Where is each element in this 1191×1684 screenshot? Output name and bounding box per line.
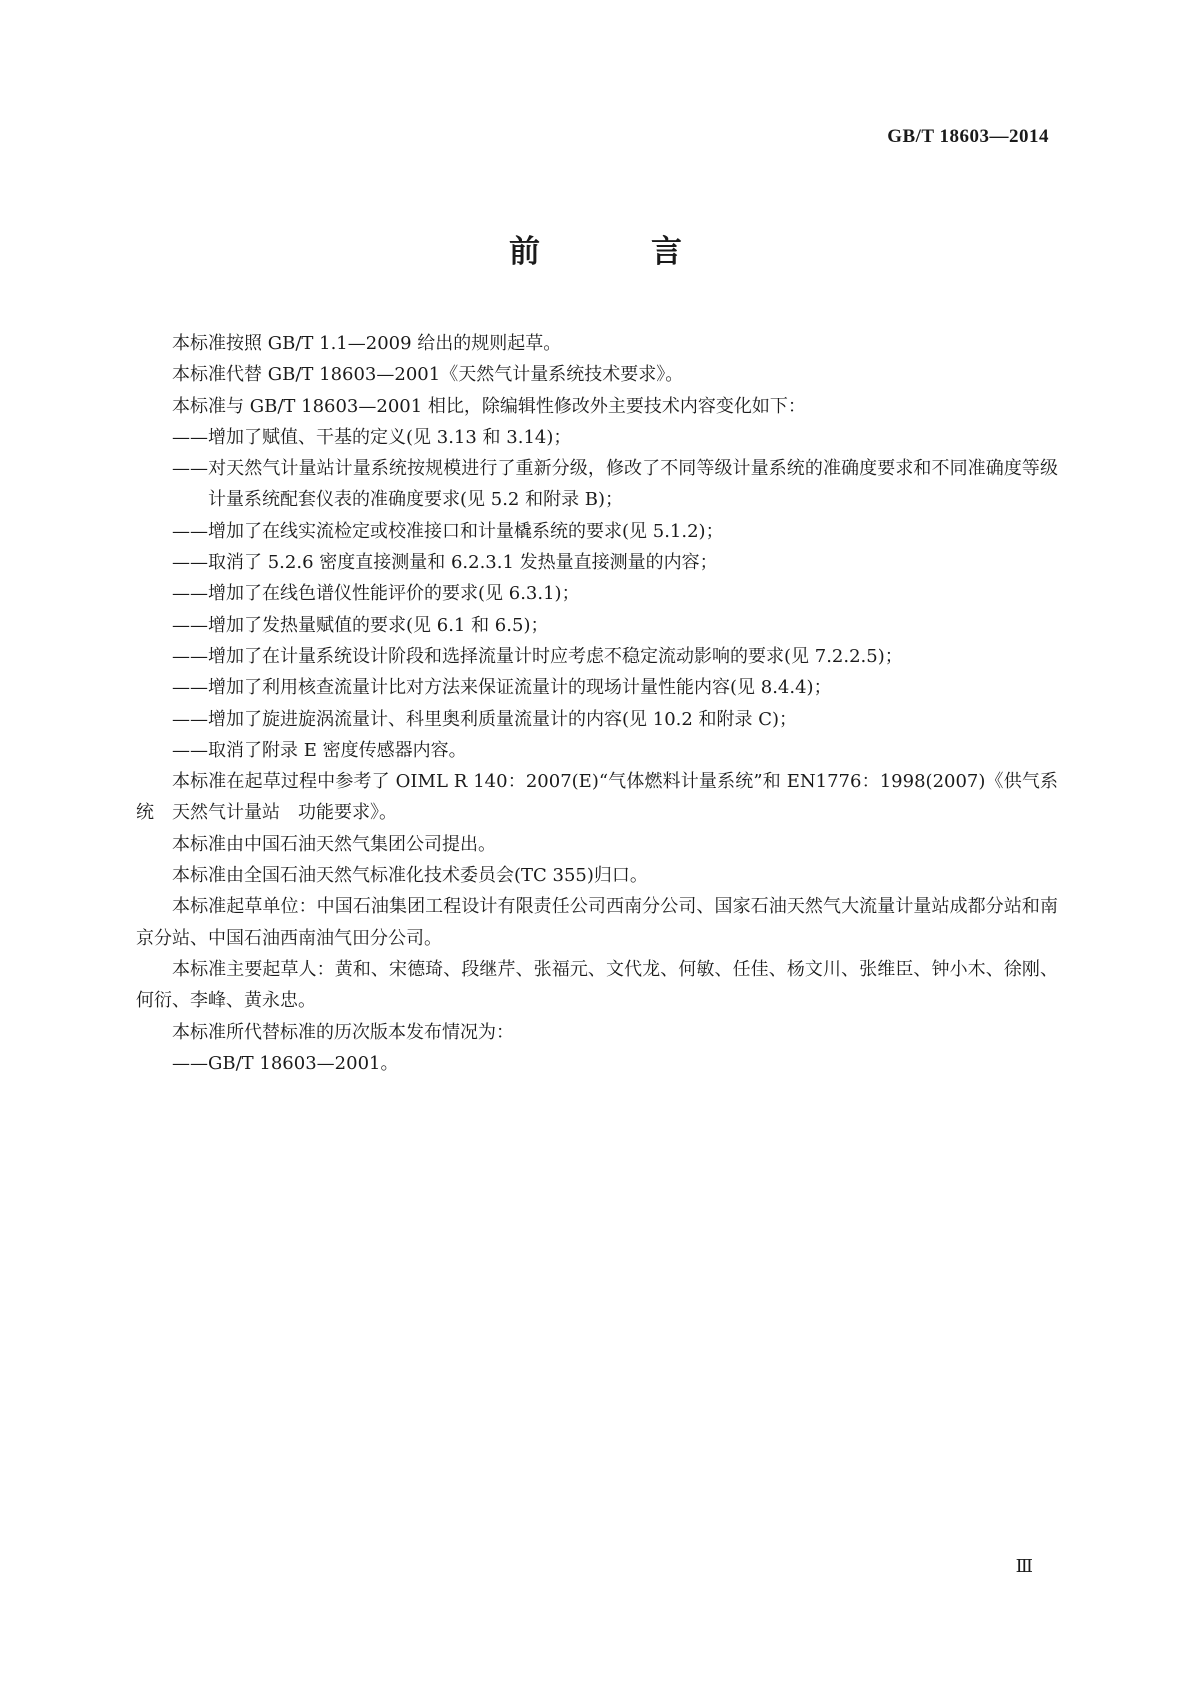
page-title: 前 言 xyxy=(509,234,722,270)
change-item: ——对天然气计量站计量系统按规模进行了重新分级，修改了不同等级计量系统的准确度要求和不同准确度等级计量系统配套仪表的准确度要求(见 5.2 和附录 B)； xyxy=(172,458,1058,511)
intro-paragraph: 本标准按照 GB/T 1.1—2009 给出的规则起草。 xyxy=(172,333,562,354)
closing-paragraph: 本标准所代替标准的历次版本发布情况为： xyxy=(172,1021,514,1043)
change-item: ——增加了在计量系统设计阶段和选择流量计时应考虑不稳定流动影响的要求(见 7.2.2.5)； xyxy=(172,645,903,667)
change-item: ——增加了发热量赋值的要求(见 6.1 和 6.5)； xyxy=(172,614,549,636)
change-item: ——增加了在线实流检定或校准接口和计量橇系统的要求(见 5.1.2)； xyxy=(172,520,724,542)
intro-paragraph: 本标准与 GB/T 18603—2001 相比，除编辑性修改外主要技术内容变化如下： xyxy=(172,395,806,417)
intro-paragraph: 本标准代替 GB/T 18603—2001《天然气计量系统技术要求》。 xyxy=(172,364,684,386)
standard-code: GB/T 18603—2014 xyxy=(887,126,1049,147)
change-item: ——增加了在线色谱仪性能评价的要求(见 6.3.1)； xyxy=(172,583,580,605)
change-item: ——增加了赋值、干基的定义(见 3.13 和 3.14)； xyxy=(172,426,572,448)
page-number: Ⅲ xyxy=(1015,1556,1033,1576)
foreword-body xyxy=(136,328,1058,1079)
closing-paragraph: 本标准由中国石油天然气集团公司提出。 xyxy=(172,833,496,855)
change-item: ——增加了旋进旋涡流量计、科里奥利质量流量计的内容(见 10.2 和附录 C)； xyxy=(172,708,798,730)
change-item: ——取消了附录 E 密度传感器内容。 xyxy=(172,739,467,761)
closing-paragraph: 本标准在起草过程中参考了 OIML R 140：2007(E)“气体燃料计量系统”和 EN1776：1998(2007)《供气系统 天然气计量站 功能要求》。 xyxy=(136,771,1058,824)
change-item: ——增加了利用核查流量计比对方法来保证流量计的现场计量性能内容(见 8.4.4)； xyxy=(172,677,832,699)
closing-paragraph: 本标准起草单位：中国石油集团工程设计有限责任公司西南分公司、国家石油天然气大流量计量站成都分站和南京分站、中国石油西南油气田分公司。 xyxy=(136,896,1058,949)
change-item: ——取消了 5.2.6 密度直接测量和 6.2.3.1 发热量直接测量的内容； xyxy=(172,552,718,574)
closing-paragraph: 本标准主要起草人：黄和、宋德琦、段继芹、张福元、文代龙、何敏、任佳、杨文川、张维臣、钟小木、徐刚、何衍、李峰、黄永忠。 xyxy=(136,958,1058,1012)
closing-paragraph: 本标准由全国石油天然气标准化技术委员会(TC 355)归口。 xyxy=(172,865,648,887)
history-item: ——GB/T 18603—2001。 xyxy=(172,1052,399,1074)
